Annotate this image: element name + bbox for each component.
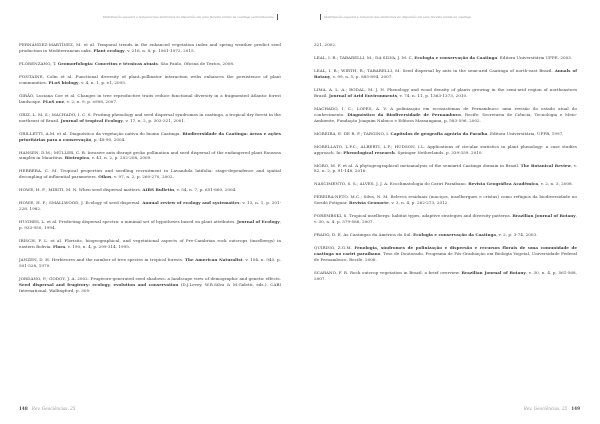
reference-text: , p. 48-90, 2004. [91, 136, 126, 142]
reference-entry [19, 187, 281, 193]
reference-text: , v. 2, n. 9, p. e908, 2007. [64, 98, 118, 104]
reference-source-title: Brazilian Journal of Botany [512, 213, 576, 219]
reference-source-title: Fenologia, síndromes de polinização e dispersão e recursos florais de uma comunidade de caatinga no cariri paraibano [314, 245, 577, 257]
reference-text: GRIZ, L. M. S.; MACHADO, I. C. S. Fruiting phenology and seed dispersal syndromes in caatinga, a tropical dry forest in the northeast of Brazil. [19, 111, 281, 123]
reference-entry [314, 55, 577, 61]
reference-list [19, 42, 281, 301]
reference-source-title: Revista Geográfica Acadêmica [468, 181, 539, 187]
reference-entry [314, 144, 577, 156]
reference-text: FONTAINE, Colin et al. Functional diversity of plant–pollinator interaction webs enhances the persistence of plant communities. [19, 73, 281, 85]
reference-entry [314, 68, 577, 80]
reference-source-title: Journal of Arid Environments [328, 92, 398, 98]
reference-text: . Recife: Secretaria de Ciência, Tecnologia e Meio-Ambiente, Fundação Joaquim Nabuco e Editora Massangana, p. 583-596, 2002. [314, 111, 577, 123]
reference-source-title: PLoS one [42, 98, 65, 104]
reference-text: . Editora Universitária, UFPB, 1997. [487, 130, 564, 136]
reference-text: IBISCH, P. L. et al. Floristic, biogeographical, and vegetational aspects of Pre-Cambrian rock outcrops (inselbergs) in eastern Bolivia. [19, 238, 281, 250]
reference-text: GIRÃO, Luciana Coe et al. Changes in tree reproductive traits reduce functional diversity in a fragmented Atlantic forest landscape. [19, 92, 281, 104]
reference-entry [314, 194, 577, 206]
reference-text: , v. 30, n. 4, p. 561-568, 2007. [314, 270, 577, 281]
reference-text: HOWE, H. F.; SMALLWOOD, J. Ecology of seed dispersal. [19, 200, 143, 206]
reference-entry [314, 181, 577, 187]
reference-source-title: Ecologia e conservação da Caatinga [413, 232, 496, 238]
reference-text: , v. 190, n. 4, p. 299-314, 1995. [65, 244, 131, 250]
reference-text: . São Paulo, Oficina de Textos, 2008. [157, 60, 235, 66]
reference-list [314, 42, 577, 289]
reference-entry [314, 232, 577, 238]
reference-source-title: Annual review of ecology and systematics [142, 200, 240, 206]
page-number: 148 [19, 406, 28, 411]
running-head [320, 14, 471, 20]
running-head-rule [320, 14, 321, 20]
reference-text: HUGHES, L. et al. Predicting dispersal spectra: a minimal set of hypotheses based on plant attributes. [19, 219, 237, 225]
reference-entry [19, 61, 281, 67]
reference-text: SCARANO, F. R. Rock outcrop vegetation in Brazil: a brief overview. [314, 270, 462, 276]
reference-entry [19, 257, 281, 269]
reference-text: , v. 2, p. 3-74, 2003. [496, 232, 538, 238]
reference-entry [314, 163, 577, 175]
reference-text: QUIRINO, Z.G.M. [314, 245, 355, 251]
reference-text: , v. 74, n. 11, p. 1363-1373, 2010. [397, 92, 468, 98]
reference-source-title: Capítulos de geografia agrária da Paraíba [390, 130, 488, 136]
reference-text: PEREIRA-NETO, M.C.; Silva, N. M. Relevos residuais (maciços, inselbergues e cristas) como refúgios da biodiversidade no Seridó Potiguar. [314, 194, 577, 206]
reference-text: , v. 82, n. 2, p. 91-148, 2016. [314, 162, 577, 174]
running-head-text: Distribuição espacial e temporal das sindromes de dispersão em uma floresta úmida na caatinga [324, 15, 472, 19]
reference-text: (D.J.Levey, W.R.Silva & M.Galetti, eds.). CABI International, Wallingford, p. 305- [19, 281, 281, 293]
reference-text: MORELLATO, L.P.C.; ALBERTI, L.F.; HUDSON, I.L. Applications of circular statistics in plant phenology: a case studies approach. In: [314, 143, 577, 155]
reference-source-title: Seed dispersal and frugivory: ecology, evolution and conservation [19, 281, 179, 287]
reference-text: JANZEN, D. H. Herbivores and the number of tree species in tropical forests. [19, 257, 185, 263]
reference-entry [19, 74, 281, 86]
reference-entry [314, 270, 577, 282]
reference-entry [314, 87, 577, 99]
reference-text: LEAL, I. R.; WIRTH, R.; TABARELLI, M. Seed dispersal by ants in the semi-arid Caatinga of north-east Brazil. [314, 68, 555, 73]
page-footer [19, 406, 79, 411]
reference-text: FLORENZANO, T. [19, 60, 58, 66]
reference-text: MOREIRA, E. DE R. F.; TARGINO, I. [314, 130, 391, 136]
reference-text: , p. 933-950, 1994. [19, 219, 281, 231]
reference-text: POREMBSKI, S. Tropical inselbergs: habitat types, adaptive strategies and diversity patterns. [314, 213, 513, 219]
reference-text: GRILLETTI, A.M. et al. Diagnóstico da vegetação nativa do bioma Caatinga. [19, 130, 183, 136]
reference-text: JORDANO, P.; GODOY, J. A. 2002. Frugivore-generated seed shadows: a landscape view of demographic and genetic effects. [19, 275, 281, 281]
reference-entry [314, 106, 577, 124]
reference-text: , v. 54, n. 7, p. 651-660, 2004. [174, 187, 237, 193]
reference-text: , v. 216, n. 8, p. 1061-1072, 2015. [124, 47, 195, 53]
right-page [300, 0, 600, 424]
reference-source-title: Phenological research [343, 149, 395, 155]
running-head-text: Distribuição espacial e temporal das sindromes de dispersão em uma floresta úmida na caatinga pernambucana [103, 15, 274, 19]
reference-entry [314, 131, 577, 137]
reference-text: HOWE, H. F.; MIRITI, M. N. When seed dispersal matters. [19, 187, 143, 193]
reference-source-title: Brazilian Journal of Botany [461, 270, 526, 276]
reference-source-title: Annals of Botany [314, 68, 577, 79]
reference-text: MORO, M. F. et al. A phytogeographical metaanalysis of the semiarid Caatinga domain in Brazil. [314, 162, 521, 168]
journal-name: Rev. Geociências, 25 [31, 406, 76, 411]
reference-entry [19, 93, 281, 105]
journal-name: Rev. Geociências, 25 [523, 406, 568, 411]
page-number: 149 [571, 406, 580, 411]
reference-entry [19, 131, 281, 143]
reference-text: . Tese de Doutorado. Programa de Pós-Graduação em Biologia Vegetal, Universidade Federal de Pernambuco, Recife. 2006. [314, 251, 577, 263]
reference-text: HERRERA, C. M. Tropical properties and seedling recruitment in Lavandula latifolia: stage-dependence and spatial decoupling of influential parameters. [19, 168, 281, 180]
reference-source-title: Revista Geonorte [349, 200, 389, 206]
reference-source-title: Flora [53, 244, 66, 250]
reference-entry [314, 42, 577, 48]
page-footer [520, 406, 580, 411]
reference-text: FERNÁNDEZ-MARTÍNEZ, M. et al. Temporal trends in the enhanced vegetation index and spring weather predict seed production in Mediterranean oaks. [19, 42, 281, 53]
running-head-rule [277, 14, 278, 20]
reference-text: , v. 3, n. 4, p. 262-273, 2012. [388, 200, 449, 206]
reference-text: , v. 30, n. 4, p. 579-586, 2007. [314, 213, 578, 225]
reference-text: LIMA, A. L. A.; RODAL, M. J. N. Phenology and wood density of plants growing in the semi-arid region of northeastern Brazil. [314, 86, 577, 98]
running-head [103, 14, 278, 20]
reference-text: PRADO, D. E. As Caatingas da América do Sul. [314, 232, 414, 238]
reference-entry [19, 112, 281, 124]
reference-source-title: Geomorfologia: Conceitos e técnicas atuais [57, 60, 158, 66]
reference-source-title: The American Naturalist [184, 257, 243, 263]
reference-entry [19, 42, 281, 54]
reference-source-title: Oikos [98, 174, 112, 180]
reference-text: , v. 104, n. 940, p. 501-528, 1970. [19, 257, 281, 268]
reference-text: . Editora Universitária UFPE, 2003. [497, 55, 573, 60]
reference-text: LEAL, I. R.; TABARELLI, M.; DA SILVA, J. M. C. [314, 55, 415, 60]
reference-entry [19, 168, 281, 180]
reference-text: HANSEN, D.M.; MÜLLER, C. B. Invasive ants disrupt gecko pollination and seed dispersal of the endangered plant Roussea simplex in Mauritius. [19, 149, 281, 161]
reference-source-title: Journal of tropical Ecology [60, 117, 123, 123]
reference-text: , v. 4, n. 1, p. e1, 2005. [78, 79, 127, 85]
reference-text: , v. 97, n. 2, p. 260-270, 2002. [111, 174, 174, 180]
reference-entry [19, 219, 281, 231]
reference-text: , v. 17, n. 2, p. 303-321, 2001. [122, 117, 186, 123]
reference-source-title: The Botanical Review [520, 162, 571, 168]
reference-text: NASCIMENTO, S. S.; ALVES, J. J. A. Ecoclimatologia do Cariri Paraibano. [314, 181, 469, 187]
reference-source-title: Journal of Ecology [236, 219, 280, 225]
reference-source-title: PLoS biology [48, 79, 79, 85]
reference-entry [19, 150, 281, 162]
reference-source-title: AIBS Bulletin [142, 187, 175, 193]
reference-source-title: Biodiversidade da Caatinga: áreas e ações prioritárias para a conservação [19, 130, 281, 142]
reference-source-title: Ecologia e conservação da Caatinga [414, 55, 498, 60]
reference-text: . Springer Netherlands. p. 339-359. 2010. [394, 149, 483, 155]
reference-text: 321, 2002. [314, 42, 337, 47]
reference-entry [314, 245, 577, 263]
reference-source-title: Biotropica [64, 155, 90, 161]
reference-text: , v. 2, n. 3, 2008. [538, 181, 573, 187]
reference-text: MACHADO, I. C.; LOPES, A. V. A polinização em ecossistemas de Pernambuco: uma revisão do estado atual do conhecimento. [314, 105, 577, 117]
reference-source-title: Plant ecology [93, 47, 125, 53]
reference-entry [19, 276, 281, 294]
reference-text: , v. 41, n. 2, p. 202-208, 2009. [89, 155, 152, 161]
reference-entry [314, 213, 577, 225]
reference-entry [19, 238, 281, 250]
reference-entry [19, 200, 281, 212]
reference-text: , v. 13, n. 1, p. 201-228, 1982. [19, 200, 281, 212]
reference-source-title: Diagnóstico da Biodiversidade de Pernambuco [347, 111, 461, 117]
reference-text: , v. 99, n. 5, p. 885-894, 2007. [330, 73, 393, 79]
